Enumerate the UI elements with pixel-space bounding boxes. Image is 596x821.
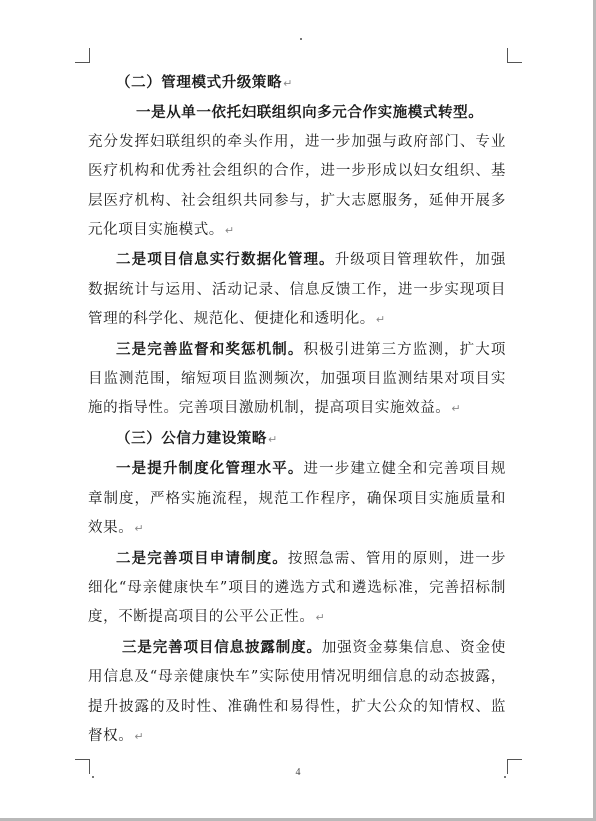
margin-dot-top: [300, 38, 302, 40]
section-heading-credibility: [88, 424, 506, 454]
lead-text: 二是完善项目申请制度。: [116, 549, 288, 567]
page-number: 4: [295, 767, 301, 778]
paragraph-mark-icon: ↵: [315, 611, 326, 625]
paragraph: [88, 335, 506, 424]
lead-text: 三是完善监督和奖惩机制。: [116, 340, 304, 358]
heading-text: （二）管理模式升级策略: [116, 74, 283, 91]
body-text: 积极引进第三方监测，扩大项目监测范围，缩短项目监测频次，加强项目监测结果对项目实施的指导性。完善项目激励机制，提高项目实施效益。: [88, 341, 506, 417]
paragraph: [88, 245, 506, 334]
paragraph-mark-icon: ↵: [134, 729, 145, 743]
paragraph-mark-icon: ↵: [224, 224, 235, 238]
lead-text: 二是项目信息实行数据化管理。: [116, 251, 335, 269]
body-text: 加强资金募集信息、资金使用信息及“母亲健康快车”实际使用情况明细信息的动态披露，提升披露的及时性、准确性和易得性，扩大公众的知情权、监督权。: [88, 639, 506, 744]
paragraph-mark-icon: ↵: [268, 432, 278, 446]
paragraph-mark-icon: ↵: [134, 522, 145, 536]
paragraph-mark-icon: ↵: [375, 313, 386, 327]
paragraph: [88, 454, 506, 543]
body-text: 充分发挥妇联组织的牵头作用，进一步加强与政府部门、专业医疗机构和优秀社会组织的合作，进一步形成以妇女组织、基层医疗机构、社会组织共同参与，扩大志愿服务，延伸开展多元化项目实施模式。: [88, 133, 506, 239]
body-text: 升级项目管理软件，加强数据统计与运用、活动记录、信息反馈工作，进一步实现项目管理的科学化、规范化、便捷化和透明化。: [88, 252, 506, 328]
paragraph: [88, 633, 506, 752]
document-body[interactable]: [88, 68, 506, 751]
paragraph-lead-heading: [88, 98, 506, 127]
section-heading-management: [88, 68, 506, 98]
heading-text: （三）公信力建设策略: [116, 429, 267, 447]
paragraph: [88, 128, 506, 246]
paragraph: [88, 544, 506, 633]
paragraph-mark-icon: ↵: [451, 402, 462, 416]
paragraph-mark-icon: ↵: [283, 77, 293, 90]
lead-text: 一是从单一依托妇联组织向多元合作实施模式转型。: [136, 104, 484, 122]
body-text: 进一步建立健全和完善项目规章制度，严格实施流程，规范工作程序，确保项目实施质量和效果。: [88, 461, 506, 537]
crop-mark-top-left: [75, 48, 90, 63]
lead-text: 三是完善项目信息披露制度。: [122, 638, 322, 656]
lead-text: 一是提升制度化管理水平。: [116, 460, 304, 478]
body-text: 按照急需、管用的原则，进一步细化“母亲健康快车”项目的遴选方式和遴选标准，完善招标制度，不断提高项目的公平公正性。: [88, 550, 506, 626]
crop-mark-top-right: [507, 48, 522, 63]
